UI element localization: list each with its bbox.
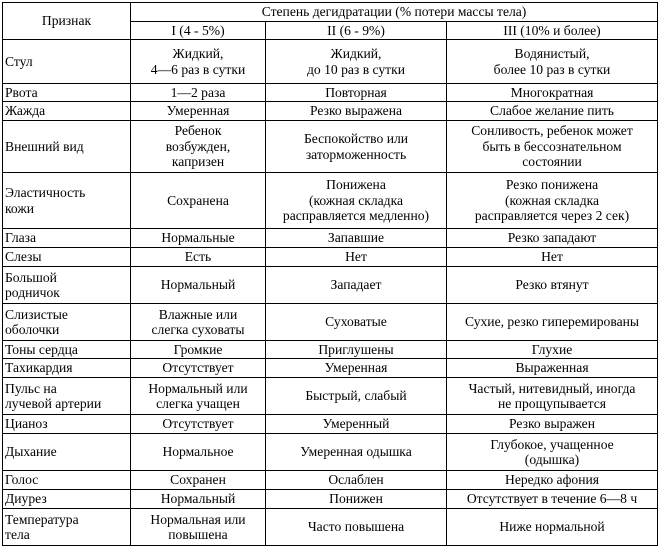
cell-text: Ребенок возбужден, капризен xyxy=(165,123,231,170)
cell-text: Повторная xyxy=(325,84,387,100)
row-sign xyxy=(3,490,131,509)
cell-text: Нет xyxy=(345,249,367,265)
row-value-degree-1 xyxy=(131,173,266,229)
table-row xyxy=(3,173,658,229)
row-value-degree-1 xyxy=(131,248,266,267)
row-value-degree-1 xyxy=(131,434,266,471)
cell-text: Понижен xyxy=(329,491,383,507)
cell-text: Западает xyxy=(330,277,382,293)
row-sign-text: Диурез xyxy=(5,491,47,507)
cell-text: Умеренная xyxy=(166,103,230,119)
row-value-degree-2 xyxy=(266,173,447,229)
row-sign xyxy=(3,359,131,378)
row-value-degree-3 xyxy=(447,434,658,471)
row-value-degree-2 xyxy=(266,267,447,304)
cell-text: Есть xyxy=(184,249,212,265)
cell-text: Резко выражена xyxy=(310,103,402,119)
row-value-degree-3 xyxy=(447,304,658,341)
row-sign xyxy=(3,229,131,248)
table-row xyxy=(3,434,658,471)
cell-text: Быстрый, слабый xyxy=(305,388,407,404)
row-value-degree-3 xyxy=(447,40,658,84)
cell-text: Понижена (кожная складка расправляется медленно) xyxy=(282,177,430,224)
cell-text: Ослаблен xyxy=(328,472,384,488)
row-sign-text: Тоны сердца xyxy=(5,341,78,357)
table-row xyxy=(3,40,658,84)
row-value-degree-3 xyxy=(447,102,658,121)
cell-text: Нормальные xyxy=(161,230,235,246)
row-sign xyxy=(3,121,131,173)
cell-text: Выраженная xyxy=(515,360,589,376)
row-sign-text: Тахикардия xyxy=(5,360,73,376)
row-value-degree-3 xyxy=(447,84,658,102)
table-row xyxy=(3,267,658,304)
row-sign xyxy=(3,341,131,359)
row-sign xyxy=(3,415,131,434)
cell-text: Глухие xyxy=(531,341,573,357)
row-value-degree-2 xyxy=(266,471,447,490)
cell-text: Нормальный xyxy=(160,491,236,507)
cell-text: Часто повышена xyxy=(307,519,405,535)
row-value-degree-2 xyxy=(266,248,447,267)
row-value-degree-3 xyxy=(447,173,658,229)
cell-text: Многократная xyxy=(510,84,594,100)
table-row xyxy=(3,304,658,341)
table-row xyxy=(3,490,658,509)
header-degree-1: I (4 - 5%) xyxy=(131,22,266,40)
row-value-degree-1 xyxy=(131,359,266,378)
cell-text: Частый, нитевидный, иногда не прощупывается xyxy=(468,380,636,411)
row-sign xyxy=(3,304,131,341)
row-value-degree-3 xyxy=(447,509,658,546)
cell-text: Сохранена xyxy=(167,192,229,208)
row-value-degree-1 xyxy=(131,378,266,415)
table-row xyxy=(3,378,658,415)
cell-text: Отсутствует xyxy=(162,416,234,432)
cell-text: Сухие, резко гиперемированы xyxy=(464,314,640,330)
cell-text: Жидкий, до 10 раз в сутки xyxy=(307,46,405,77)
row-sign xyxy=(3,173,131,229)
row-sign-text: Слизистые оболочки xyxy=(5,306,68,337)
row-value-degree-2 xyxy=(266,378,447,415)
row-sign-text: Жажда xyxy=(5,103,46,119)
cell-text: Резко западают xyxy=(507,230,597,246)
cell-text: Сохранен xyxy=(170,472,226,488)
cell-text: Умеренная xyxy=(324,360,388,376)
cell-text: Нормальная или повышена xyxy=(150,511,246,542)
row-value-degree-3 xyxy=(447,490,658,509)
row-value-degree-1 xyxy=(131,471,266,490)
row-sign-text: Голос xyxy=(5,472,39,488)
header-degree: Степень дегидратации (% потери массы тела) xyxy=(131,3,658,22)
table-row xyxy=(3,359,658,378)
table-row xyxy=(3,415,658,434)
cell-text: Слабое желание пить xyxy=(490,103,614,119)
row-sign-text: Рвота xyxy=(5,84,38,100)
row-sign-text: Пульс на лучевой артерии xyxy=(5,380,102,411)
row-value-degree-3 xyxy=(447,415,658,434)
cell-text: Громкие xyxy=(173,341,223,357)
row-value-degree-3 xyxy=(447,471,658,490)
table-row xyxy=(3,341,658,359)
table-row xyxy=(3,509,658,546)
header-degree-2: II (6 - 9%) xyxy=(266,22,447,40)
cell-text: Глубокое, учащенное (одышка) xyxy=(490,436,614,467)
cell-text: Отсутствует в течение 6—8 ч xyxy=(466,491,638,507)
cell-text: Приглушены xyxy=(318,341,394,357)
cell-text: Отсутствует xyxy=(162,360,234,376)
cell-text: Сонливость, ребенок может быть в бессознательном состоянии xyxy=(471,123,633,170)
cell-text: Ниже нормальной xyxy=(499,519,605,535)
row-value-degree-1 xyxy=(131,509,266,546)
row-value-degree-1 xyxy=(131,102,266,121)
row-sign-text: Дыхание xyxy=(5,444,57,460)
row-value-degree-1 xyxy=(131,267,266,304)
table-row xyxy=(3,229,658,248)
row-sign xyxy=(3,248,131,267)
row-sign xyxy=(3,434,131,471)
table-row xyxy=(3,102,658,121)
row-value-degree-2 xyxy=(266,84,447,102)
row-value-degree-1 xyxy=(131,84,266,102)
row-value-degree-2 xyxy=(266,121,447,173)
row-sign-text: Стул xyxy=(5,53,33,69)
table-row xyxy=(3,471,658,490)
row-value-degree-2 xyxy=(266,229,447,248)
row-value-degree-3 xyxy=(447,341,658,359)
row-sign xyxy=(3,378,131,415)
row-value-degree-2 xyxy=(266,341,447,359)
row-value-degree-1 xyxy=(131,415,266,434)
table-row xyxy=(3,248,658,267)
table-body xyxy=(3,40,658,546)
row-sign-text: Цианоз xyxy=(5,416,48,432)
row-value-degree-3 xyxy=(447,378,658,415)
row-value-degree-3 xyxy=(447,248,658,267)
row-value-degree-2 xyxy=(266,434,447,471)
row-value-degree-2 xyxy=(266,102,447,121)
cell-text: Беспокойство или заторможенность xyxy=(303,131,409,162)
cell-text: Нередко афония xyxy=(505,472,599,488)
cell-text: Суховатые xyxy=(325,314,387,330)
row-sign-text: Слезы xyxy=(5,249,42,265)
row-value-degree-2 xyxy=(266,40,447,84)
row-sign xyxy=(3,84,131,102)
row-sign-text: Внешний вид xyxy=(5,138,84,154)
row-value-degree-1 xyxy=(131,121,266,173)
row-value-degree-2 xyxy=(266,509,447,546)
row-sign-text: Эластичность кожи xyxy=(5,185,86,216)
row-value-degree-1 xyxy=(131,341,266,359)
cell-text: 1—2 раза xyxy=(170,84,226,100)
row-value-degree-1 xyxy=(131,490,266,509)
cell-text: Запавшие xyxy=(327,230,385,246)
row-value-degree-3 xyxy=(447,121,658,173)
row-sign xyxy=(3,471,131,490)
table-row xyxy=(3,84,658,102)
cell-text: Нет xyxy=(541,249,563,265)
row-sign xyxy=(3,509,131,546)
row-value-degree-2 xyxy=(266,490,447,509)
row-sign xyxy=(3,267,131,304)
cell-text: Умеренная одышка xyxy=(300,444,412,460)
cell-text: Резко втянут xyxy=(515,277,589,293)
row-sign-text: Глаза xyxy=(5,230,37,246)
cell-text: Нормальный xyxy=(160,277,236,293)
row-value-degree-1 xyxy=(131,229,266,248)
row-value-degree-1 xyxy=(131,304,266,341)
cell-text: Нормальный или слегка учащен xyxy=(148,380,248,411)
row-value-degree-1 xyxy=(131,40,266,84)
cell-text: Нормальное xyxy=(162,444,234,460)
header-sign: Признак xyxy=(3,3,131,40)
row-value-degree-3 xyxy=(447,229,658,248)
cell-text: Умеренный xyxy=(322,416,390,432)
table-header xyxy=(3,3,658,40)
row-sign xyxy=(3,102,131,121)
dehydration-table xyxy=(2,2,658,546)
header-degree-3: III (10% и более) xyxy=(447,22,658,40)
cell-text: Резко выражен xyxy=(509,416,595,432)
row-value-degree-3 xyxy=(447,359,658,378)
row-value-degree-2 xyxy=(266,415,447,434)
row-value-degree-2 xyxy=(266,304,447,341)
row-value-degree-3 xyxy=(447,267,658,304)
table-row xyxy=(3,121,658,173)
cell-text: Влажные или слегка суховаты xyxy=(151,306,245,337)
row-value-degree-2 xyxy=(266,359,447,378)
row-sign-text: Температура тела xyxy=(5,511,79,542)
cell-text: Резко понижена (кожная складка расправляется через 2 сек) xyxy=(474,177,630,224)
row-sign xyxy=(3,40,131,84)
cell-text: Водянистый, более 10 раз в сутки xyxy=(493,46,611,77)
cell-text: Жидкий, 4—6 раз в сутки xyxy=(150,46,246,77)
row-sign-text: Большой родничок xyxy=(5,269,60,300)
